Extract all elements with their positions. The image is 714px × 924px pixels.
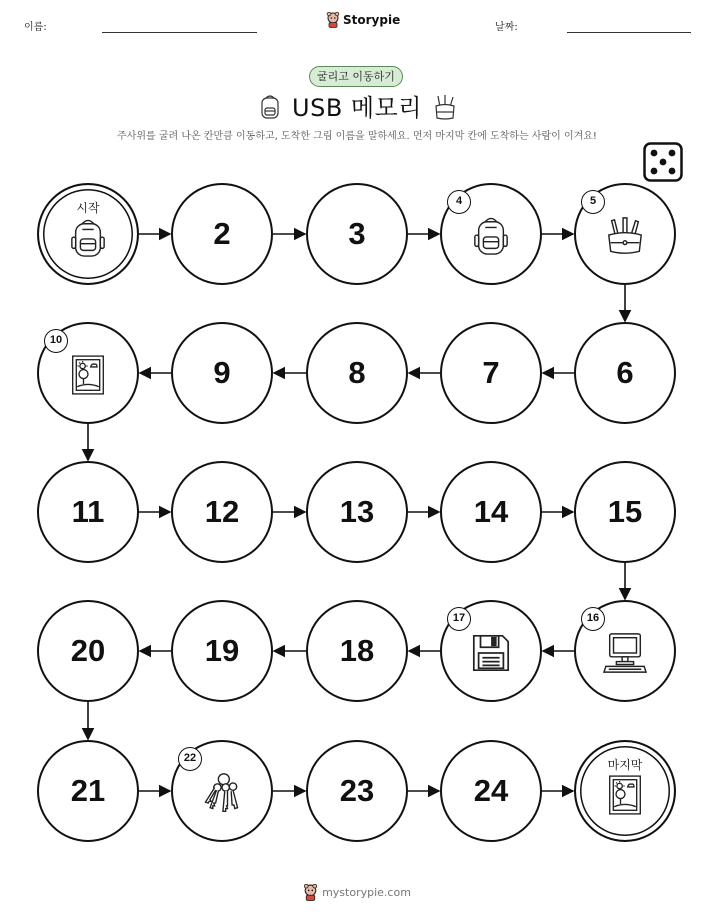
space-23 <box>306 740 408 842</box>
space-20 <box>37 600 139 702</box>
space-5 <box>574 183 676 285</box>
space-number: 3 <box>348 216 366 251</box>
space-number-badge: 17 <box>447 607 471 631</box>
space-3 <box>306 183 408 285</box>
space-18 <box>306 600 408 702</box>
floppy-disk-icon <box>470 632 512 678</box>
space-number: 7 <box>482 355 500 390</box>
landscape-picture-icon <box>70 353 106 401</box>
space-8 <box>306 322 408 424</box>
finish-space <box>574 740 676 842</box>
space-16 <box>574 600 676 702</box>
activity-pill: 굴리고 이동하기 <box>309 66 403 87</box>
space-10 <box>37 322 139 424</box>
space-number-badge: 4 <box>447 190 471 214</box>
computer-icon <box>601 631 649 679</box>
space-22 <box>171 740 273 842</box>
space-9 <box>171 322 273 424</box>
start-space <box>37 183 139 285</box>
space-number-badge: 10 <box>44 329 68 353</box>
start-label: 시작 <box>76 201 100 215</box>
space-number: 24 <box>473 773 509 808</box>
space-number: 8 <box>348 355 366 390</box>
instructions: 주사위를 굴려 나온 칸만큼 이동하고, 도착한 그림 이름을 말하세요. 먼저 마지막 칸에 도착하는 사람이 이겨요! <box>117 131 597 142</box>
space-6 <box>574 322 676 424</box>
space-number: 2 <box>213 216 231 251</box>
footer <box>0 884 714 901</box>
space-2 <box>171 183 273 285</box>
space-4 <box>440 183 542 285</box>
space-number-badge: 22 <box>178 747 202 771</box>
space-19 <box>171 600 273 702</box>
space-number: 14 <box>473 494 509 529</box>
space-21 <box>37 740 139 842</box>
date-label: 날짜: <box>495 22 518 33</box>
space-14 <box>440 461 542 563</box>
space-number: 18 <box>339 633 375 668</box>
footer-site[interactable]: mystorypie.com <box>322 886 411 899</box>
space-number: 12 <box>204 494 240 529</box>
space-number: 9 <box>213 355 231 390</box>
mascot-icon <box>303 884 318 901</box>
space-13 <box>306 461 408 563</box>
space-17 <box>440 600 542 702</box>
space-number-badge: 16 <box>581 607 605 631</box>
space-15 <box>574 461 676 563</box>
name-label: 이름: <box>24 22 47 33</box>
backpack-icon <box>69 216 107 264</box>
finish-label: 마지막 <box>607 758 643 772</box>
space-12 <box>171 461 273 563</box>
space-number: 11 <box>71 494 105 529</box>
page-title: USB 메모리 <box>292 94 422 122</box>
brand-name: Storypie <box>343 13 401 27</box>
space-number: 15 <box>607 494 643 529</box>
space-number: 19 <box>204 633 240 668</box>
pencil-case-icon <box>604 215 646 261</box>
space-number: 6 <box>616 355 634 390</box>
space-number: 21 <box>70 773 106 808</box>
keys-icon <box>199 771 245 819</box>
space-number: 20 <box>70 633 106 668</box>
space-number: 23 <box>339 773 375 808</box>
space-11 <box>37 461 139 563</box>
landscape-picture-icon <box>607 773 643 821</box>
space-number-badge: 5 <box>581 190 605 214</box>
space-7 <box>440 322 542 424</box>
backpack-icon <box>472 214 510 262</box>
space-number: 13 <box>339 494 375 529</box>
space-24 <box>440 740 542 842</box>
